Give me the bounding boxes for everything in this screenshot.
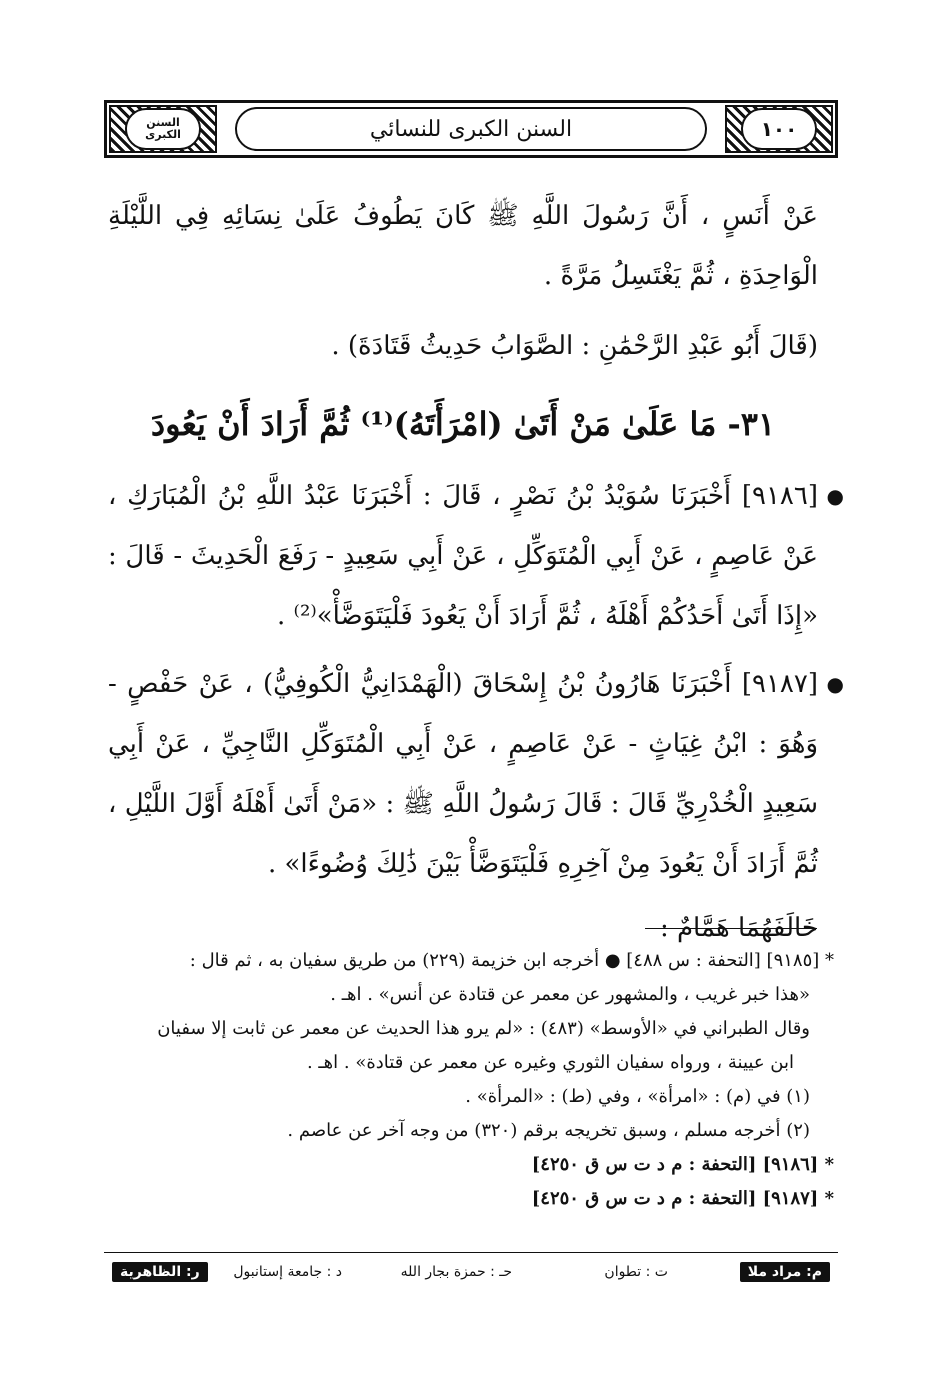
book-title: السنن الكبرى للنسائي: [235, 107, 707, 151]
page-header: [104, 100, 838, 158]
footnote-line: * [٩١٨٦] [التحفة : م د ت س ق ٤٢٥٠]: [531, 1154, 834, 1175]
logo-emblem: السنن الكبرى: [125, 108, 201, 150]
footnotes: [108, 944, 834, 1216]
paragraph-anas: عَنْ أَنَسٍ ، أَنَّ رَسُولَ اللَّهِ ﷺ كَانَ يَطُوفُ عَلَىٰ نِسَائِهِ فِي اللَّيْلَةِ الْوَاحِدَةِ ، ثُمَّ يَغْتَسِلُ مَرَّةً .: [108, 201, 818, 291]
manuscript-legend: [104, 1262, 838, 1290]
bullet-icon: ●: [826, 484, 844, 508]
paragraph-note: (قَالَ أَبُو عَبْدِ الرَّحْمَٰنِ : الصَّوَابُ حَدِيثُ قَتَادَةَ) .: [331, 331, 818, 361]
hadith-9186: [108, 466, 844, 646]
footer-divider: [104, 1252, 838, 1253]
page-number: ١٠٠: [741, 108, 817, 150]
footnote-separator: [645, 928, 817, 929]
manuscript-d: د : جامعة إستانبول: [233, 1264, 342, 1280]
footnote-line: * [٩١٨٥] [التحفة : س ٤٨٨] ● أخرجه ابن خزيمة (٢٢٩) من طريق سفيان به ، ثم قال :: [189, 950, 834, 971]
footnote-line: «هذا خبر غريب ، والمشهور عن معمر عن قتادة عن أنس» . اهـ .: [330, 984, 810, 1005]
chapter-heading: ٣١- مَا عَلَىٰ مَنْ أَتَىٰ (امْرَأَتَهُ)⁽¹⁾ ثُمَّ أَرَادَ أَنْ يَعُودَ: [150, 405, 776, 443]
main-text: [108, 186, 844, 958]
footnote-line: ابن عيينة ، ورواه سفيان الثوري وغيره عن معمر عن قتادة» . اهـ .: [306, 1052, 794, 1073]
bullet-icon: ●: [826, 672, 844, 696]
footnote-line: (١) في (م) : «امرأة» ، وفي (ط) : «المرأة» .: [465, 1086, 810, 1107]
footnote-line: (٢) أخرجه مسلم ، وسبق تخريجه برقم (٣٢٠) من وجه آخر عن عاصم .: [287, 1120, 810, 1141]
manuscript-t: ت : تطوان: [604, 1264, 668, 1280]
manuscript-h: حـ : حمزة بجار الله: [400, 1264, 512, 1280]
hadith-text: [٩١٨٧] أَخْبَرَنَا هَارُونُ بْنُ إِسْحَاقَ (الْهَمْدَانِيُّ الْكُوفِيُّ) ، عَنْ حَفْصٍ - وَهُوَ : ابْنُ غِيَاثٍ - عَنْ عَاصِمٍ ، عَنْ أَبِي الْمُتَوَكِّلِ النَّاجِيِّ ، عَنْ أَبِي سَعِيدٍ الْخُدْرِيِّ قَالَ : قَالَ رَسُولُ اللَّهِ ﷺ : «مَنْ أَتَىٰ أَهْلَهُ أَوَّلَ اللَّيْلِ ، ثُمَّ أَرَادَ أَنْ يَعُودَ مِنْ آخِرِهِ فَلْيَتَوَضَّأْ بَيْنَ ذَٰلِكَ وُضُوءًا» .: [108, 669, 818, 879]
manuscript-r: ر: الظاهرية: [112, 1262, 208, 1282]
paragraph-hammam: خَالَفَهُمَا هَمَّامٌ :: [659, 913, 818, 943]
footnote-line: * [٩١٨٧] [التحفة : م د ت س ق ٤٢٥٠]: [531, 1188, 834, 1209]
hadith-text: [٩١٨٦] أَخْبَرَنَا سُوَيْدُ بْنُ نَصْرٍ ، قَالَ : أَخْبَرَنَا عَبْدُ اللَّهِ بْنُ الْمُبَارَكِ ، عَنْ عَاصِمٍ ، عَنْ أَبِي الْمُتَوَكِّلِ ، عَنْ أَبِي سَعِيدٍ - رَفَعَ الْحَدِيثَ - قَالَ : «إِذَا أَتَىٰ أَحَدُكُمْ أَهْلَهُ ، ثُمَّ أَرَادَ أَنْ يَعُودَ فَلْيَتَوَضَّأْ»⁽²⁾ .: [108, 481, 818, 631]
footnote-line: وقال الطبراني في «الأوسط» (٤٨٣) : «لم يرو هذا الحديث عن معمر عن ثابت إلا سفيان: [157, 1018, 810, 1039]
manuscript-m: م: مراد ملا: [740, 1262, 830, 1282]
hadith-9187: [108, 654, 844, 894]
